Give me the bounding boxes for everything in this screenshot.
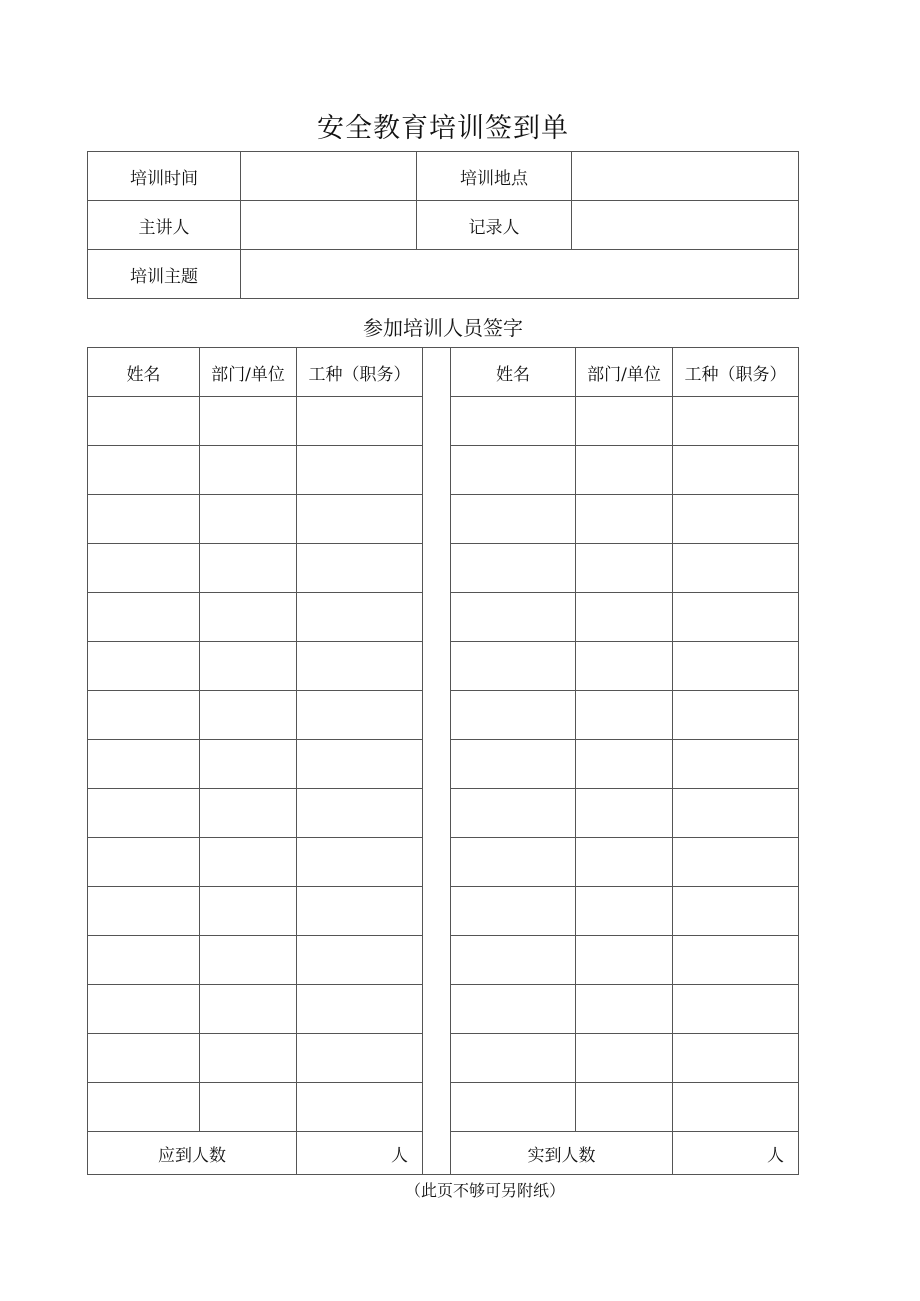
training-topic-field[interactable] xyxy=(241,250,799,299)
page-title: 安全教育培训签到单 xyxy=(317,113,569,144)
left-job-type-header: 工种（职务） xyxy=(297,348,423,397)
right-job-type-cell[interactable] xyxy=(673,593,799,642)
table-row xyxy=(88,838,799,887)
right-department-cell[interactable] xyxy=(576,593,673,642)
right-name-cell[interactable] xyxy=(451,1083,576,1132)
left-job-type-cell[interactable] xyxy=(297,887,423,936)
left-job-type-cell[interactable] xyxy=(297,789,423,838)
left-department-cell[interactable] xyxy=(200,838,297,887)
table-row xyxy=(88,593,799,642)
table-row xyxy=(88,985,799,1034)
left-department-cell[interactable] xyxy=(200,887,297,936)
right-job-type-cell[interactable] xyxy=(673,985,799,1034)
left-department-cell[interactable] xyxy=(200,985,297,1034)
right-job-type-cell[interactable] xyxy=(673,642,799,691)
left-job-type-cell[interactable] xyxy=(297,838,423,887)
table-row xyxy=(88,397,799,446)
right-name-cell[interactable] xyxy=(451,642,576,691)
column-gap xyxy=(423,1034,451,1083)
left-name-cell[interactable] xyxy=(88,838,200,887)
right-job-type-cell[interactable] xyxy=(673,740,799,789)
column-gap xyxy=(423,985,451,1034)
table-row xyxy=(88,691,799,740)
left-department-cell[interactable] xyxy=(200,495,297,544)
left-job-type-cell[interactable] xyxy=(297,985,423,1034)
right-job-type-header: 工种（职务） xyxy=(673,348,799,397)
column-gap xyxy=(423,1132,451,1175)
left-department-cell[interactable] xyxy=(200,936,297,985)
left-job-type-cell[interactable] xyxy=(297,642,423,691)
right-department-cell[interactable] xyxy=(576,495,673,544)
recorder-label: 记录人 xyxy=(417,201,572,250)
expected-count-field[interactable]: 人 xyxy=(297,1132,423,1175)
right-department-cell[interactable] xyxy=(576,446,673,495)
left-job-type-cell[interactable] xyxy=(297,691,423,740)
right-name-cell[interactable] xyxy=(451,887,576,936)
actual-count-field[interactable]: 人 xyxy=(673,1132,799,1175)
right-department-cell[interactable] xyxy=(576,838,673,887)
column-gap xyxy=(423,740,451,789)
left-name-cell[interactable] xyxy=(88,887,200,936)
right-name-cell[interactable] xyxy=(451,789,576,838)
right-department-cell[interactable] xyxy=(576,985,673,1034)
table-row xyxy=(88,544,799,593)
right-department-cell[interactable] xyxy=(576,936,673,985)
left-job-type-cell[interactable] xyxy=(297,397,423,446)
table-row xyxy=(88,936,799,985)
left-job-type-cell[interactable] xyxy=(297,1083,423,1132)
table-row xyxy=(88,789,799,838)
right-department-cell[interactable] xyxy=(576,642,673,691)
right-job-type-cell[interactable] xyxy=(673,838,799,887)
left-department-cell[interactable] xyxy=(200,544,297,593)
left-department-cell[interactable] xyxy=(200,642,297,691)
right-department-cell[interactable] xyxy=(576,1083,673,1132)
right-name-cell[interactable] xyxy=(451,691,576,740)
right-name-cell[interactable] xyxy=(451,446,576,495)
column-gap xyxy=(423,397,451,446)
left-department-cell[interactable] xyxy=(200,1034,297,1083)
right-job-type-cell[interactable] xyxy=(673,495,799,544)
left-name-cell[interactable] xyxy=(88,740,200,789)
left-department-header: 部门/单位 xyxy=(200,348,297,397)
right-job-type-cell[interactable] xyxy=(673,544,799,593)
right-department-cell[interactable] xyxy=(576,544,673,593)
right-name-cell[interactable] xyxy=(451,838,576,887)
column-gap xyxy=(423,936,451,985)
extra-paper-note: （此页不够可另附纸） xyxy=(404,1181,565,1200)
right-department-cell[interactable] xyxy=(576,691,673,740)
left-job-type-cell[interactable] xyxy=(297,1034,423,1083)
right-department-cell[interactable] xyxy=(576,740,673,789)
training-info-table xyxy=(87,151,799,299)
left-job-type-cell[interactable] xyxy=(297,740,423,789)
totals-row xyxy=(88,1132,799,1175)
column-gap xyxy=(423,691,451,740)
column-gap xyxy=(423,348,451,397)
left-department-cell[interactable] xyxy=(200,789,297,838)
left-name-cell[interactable] xyxy=(88,495,200,544)
right-job-type-cell[interactable] xyxy=(673,789,799,838)
left-name-cell[interactable] xyxy=(88,642,200,691)
right-name-cell[interactable] xyxy=(451,397,576,446)
attendee-roster-table xyxy=(87,347,799,1175)
right-department-cell[interactable] xyxy=(576,397,673,446)
speaker-label: 主讲人 xyxy=(88,201,241,250)
right-job-type-cell[interactable] xyxy=(673,1083,799,1132)
speaker-field[interactable] xyxy=(241,201,417,250)
right-name-cell[interactable] xyxy=(451,936,576,985)
left-job-type-cell[interactable] xyxy=(297,495,423,544)
table-row xyxy=(88,642,799,691)
column-gap xyxy=(423,544,451,593)
recorder-field[interactable] xyxy=(572,201,799,250)
right-job-type-cell[interactable] xyxy=(673,887,799,936)
left-name-cell[interactable] xyxy=(88,593,200,642)
actual-count-label: 实到人数 xyxy=(451,1132,673,1175)
left-job-type-cell[interactable] xyxy=(297,446,423,495)
right-department-cell[interactable] xyxy=(576,789,673,838)
right-name-cell[interactable] xyxy=(451,740,576,789)
column-gap xyxy=(423,838,451,887)
training-place-field[interactable] xyxy=(572,152,799,201)
table-row xyxy=(88,446,799,495)
table-row xyxy=(88,887,799,936)
left-name-cell[interactable] xyxy=(88,1034,200,1083)
column-gap xyxy=(423,593,451,642)
right-job-type-cell[interactable] xyxy=(673,1034,799,1083)
right-department-cell[interactable] xyxy=(576,1034,673,1083)
right-name-cell[interactable] xyxy=(451,593,576,642)
attendee-signature-heading: 参加培训人员签字 xyxy=(363,316,523,340)
left-name-cell[interactable] xyxy=(88,397,200,446)
training-topic-label: 培训主题 xyxy=(88,250,241,299)
left-department-cell[interactable] xyxy=(200,1083,297,1132)
left-name-cell[interactable] xyxy=(88,446,200,495)
left-department-cell[interactable] xyxy=(200,593,297,642)
table-row xyxy=(88,1034,799,1083)
left-job-type-cell[interactable] xyxy=(297,593,423,642)
right-job-type-cell[interactable] xyxy=(673,397,799,446)
right-department-header: 部门/单位 xyxy=(576,348,673,397)
table-row xyxy=(88,740,799,789)
right-name-cell[interactable] xyxy=(451,544,576,593)
left-name-header: 姓名 xyxy=(88,348,200,397)
column-gap xyxy=(423,642,451,691)
column-gap xyxy=(423,1083,451,1132)
left-department-cell[interactable] xyxy=(200,397,297,446)
expected-count-label: 应到人数 xyxy=(88,1132,297,1175)
table-row xyxy=(88,495,799,544)
right-name-cell[interactable] xyxy=(451,985,576,1034)
left-job-type-cell[interactable] xyxy=(297,544,423,593)
left-name-cell[interactable] xyxy=(88,789,200,838)
right-job-type-cell[interactable] xyxy=(673,691,799,740)
right-job-type-cell[interactable] xyxy=(673,446,799,495)
left-department-cell[interactable] xyxy=(200,446,297,495)
column-gap xyxy=(423,887,451,936)
right-name-header: 姓名 xyxy=(451,348,576,397)
left-department-cell[interactable] xyxy=(200,740,297,789)
column-gap xyxy=(423,495,451,544)
right-name-cell[interactable] xyxy=(451,1034,576,1083)
right-department-cell[interactable] xyxy=(576,887,673,936)
left-name-cell[interactable] xyxy=(88,544,200,593)
left-job-type-cell[interactable] xyxy=(297,936,423,985)
left-name-cell[interactable] xyxy=(88,1083,200,1132)
table-row xyxy=(88,1083,799,1132)
column-gap xyxy=(423,446,451,495)
left-name-cell[interactable] xyxy=(88,691,200,740)
left-name-cell[interactable] xyxy=(88,936,200,985)
column-gap xyxy=(423,789,451,838)
training-time-label: 培训时间 xyxy=(88,152,241,201)
training-time-field[interactable] xyxy=(241,152,417,201)
right-job-type-cell[interactable] xyxy=(673,936,799,985)
training-place-label: 培训地点 xyxy=(417,152,572,201)
left-name-cell[interactable] xyxy=(88,985,200,1034)
right-name-cell[interactable] xyxy=(451,495,576,544)
left-department-cell[interactable] xyxy=(200,691,297,740)
